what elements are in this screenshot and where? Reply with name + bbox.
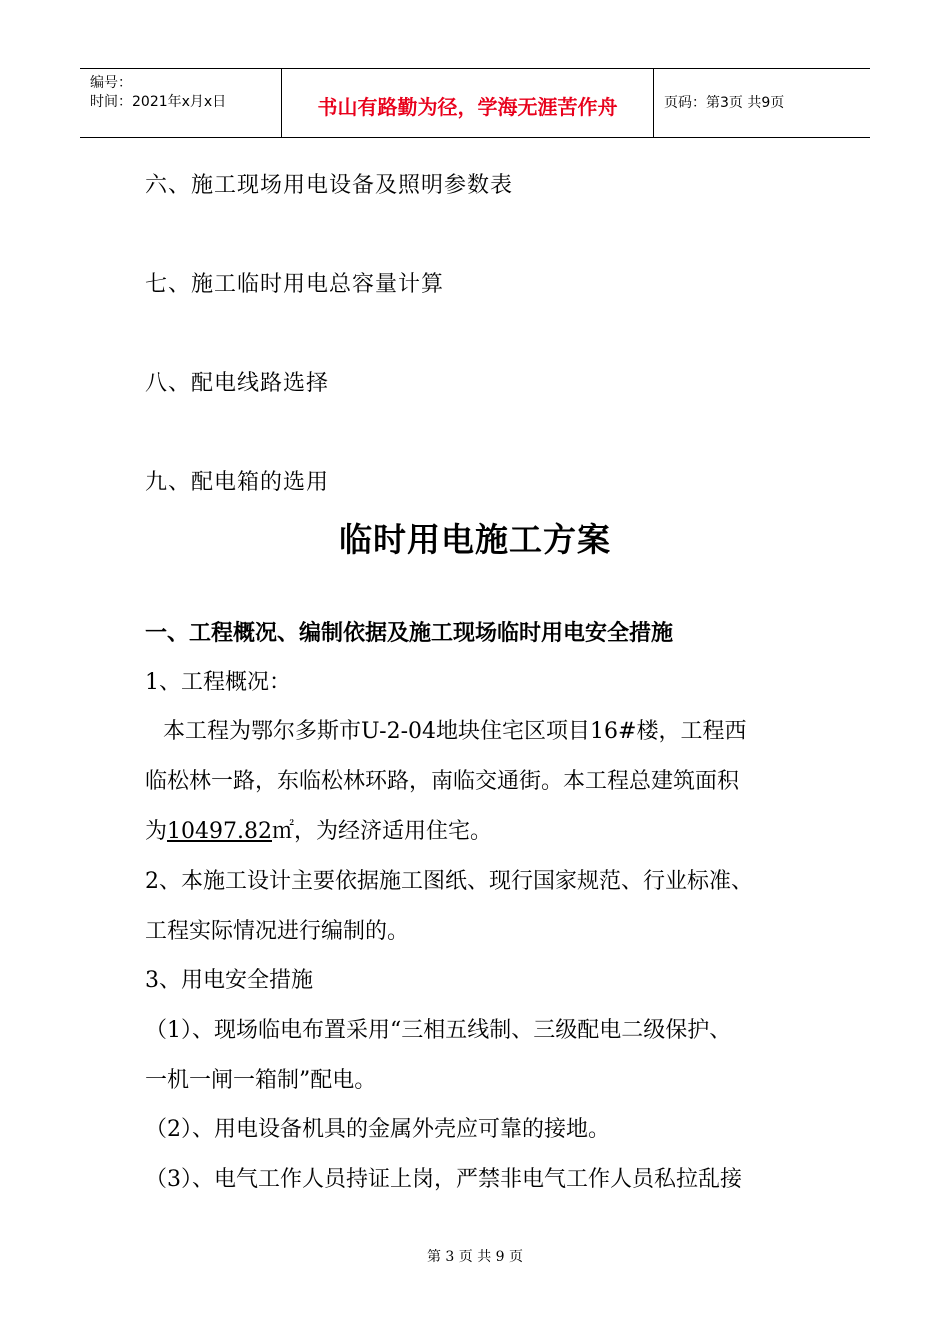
header-left-cell bbox=[80, 69, 282, 137]
measure-3-line: （3）、电气工作人员持证上岗，严禁非电气工作人员私拉乱接 bbox=[145, 1167, 742, 1192]
item-2-line: 2、本施工设计主要依据施工图纸、现行国家规范、行业标准、 bbox=[145, 869, 753, 894]
paragraph-line bbox=[145, 818, 492, 846]
toc-item-9: 九、配电箱的选用 bbox=[145, 470, 330, 495]
toc-item-8: 八、配电线路选择 bbox=[145, 371, 330, 396]
document-title: 临时用电施工方案 bbox=[339, 520, 611, 559]
section-heading: 一、工程概况、编制依据及施工现场临时用电安全措施 bbox=[145, 621, 674, 646]
time-label: 时间：2021年x月x日 bbox=[90, 94, 227, 110]
measure-1-line: 一机一闸一箱制”配电。 bbox=[145, 1068, 377, 1093]
paragraph-line: 临松林一路，东临松林环路，南临交通街。本工程总建筑面积 bbox=[145, 769, 740, 794]
text-segment: ㎡，为经济适用住宅。 bbox=[272, 819, 493, 844]
item-3-heading: 3、用电安全措施 bbox=[145, 968, 313, 993]
header-motto: 书山有路勤为径，学海无涯苦作舟 bbox=[317, 95, 618, 119]
header-right-cell bbox=[654, 69, 870, 137]
number-label: 编号： bbox=[90, 75, 132, 91]
measure-2-line: （2）、用电设备机具的金属外壳应可靠的接地。 bbox=[145, 1117, 610, 1142]
page-footer: 第 3 页 共 9 页 bbox=[426, 1249, 524, 1265]
paragraph-line: 本工程为鄂尔多斯市U-2-04地块住宅区项目16#楼，工程西 bbox=[163, 719, 747, 744]
document-header bbox=[80, 68, 870, 138]
item-1-heading: 1、工程概况： bbox=[145, 670, 291, 695]
toc-item-6: 六、施工现场用电设备及照明参数表 bbox=[145, 173, 514, 198]
page-code: 页码：第3页 共9页 bbox=[664, 95, 785, 111]
toc-item-7: 七、施工临时用电总容量计算 bbox=[145, 272, 445, 297]
item-2-line: 工程实际情况进行编制的。 bbox=[145, 919, 410, 944]
area-value: 10497.82 bbox=[167, 819, 272, 844]
text-segment: 为 bbox=[145, 819, 168, 844]
header-middle-cell bbox=[282, 69, 654, 137]
measure-1-line: （1）、现场临电布置采用“三相五线制、三级配电二级保护、 bbox=[145, 1018, 732, 1043]
